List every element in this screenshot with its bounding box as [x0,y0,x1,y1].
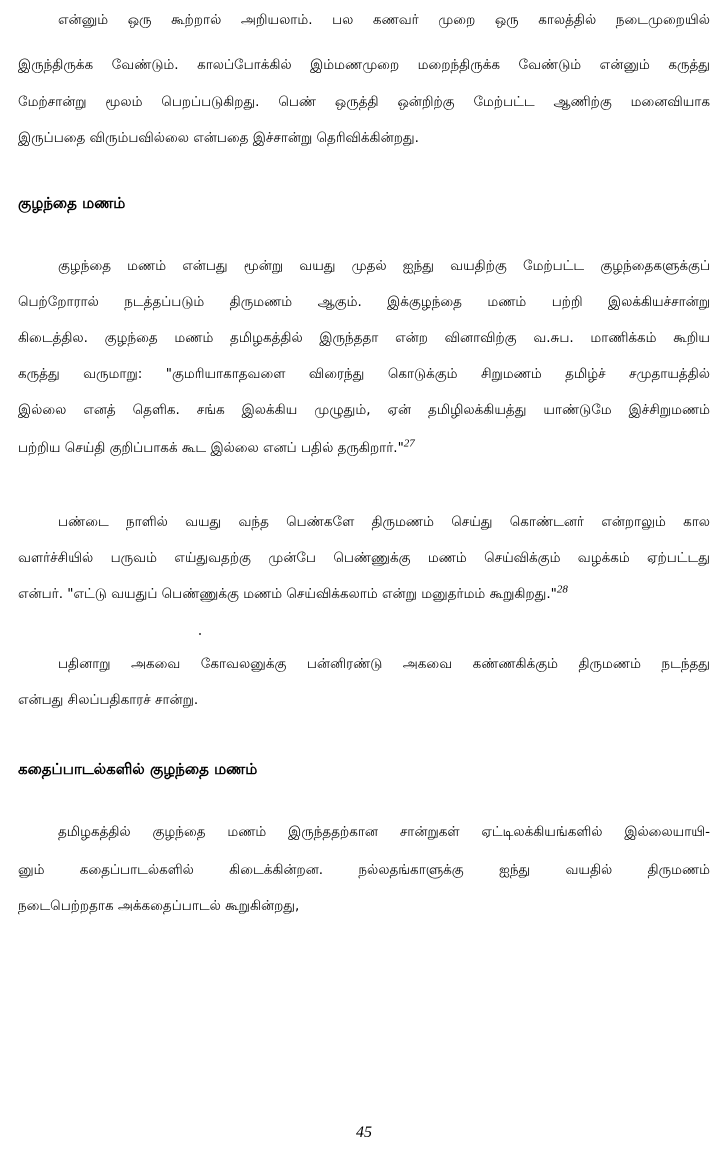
footnote-marker: 28 [556,584,568,596]
paragraph-line [18,438,710,458]
paragraph-line: தமிழகத்தில் குழந்தை மணம் இருந்ததற்கான சான்றுகள் ஏட்டிலக்கியங்களில் இல்லையாயி- [58,824,710,840]
paragraph-line: மேற்சான்று மூலம் பெறப்படுகிறது. பெண் ஒருத்தி ஒன்றிற்கு மேற்பட்ட ஆணிற்கு மனைவியாக [18,94,710,110]
paragraph-line: பதினாறு அகவை கோவலனுக்கு பன்னிரண்டு அகவை கண்ணகிக்கும் திருமணம் நடந்தது [58,656,710,672]
paragraph-line: இருப்பதை விரும்பவில்லை என்பதை இச்சான்று தெரிவிக்கின்றது. [18,130,419,146]
paragraph-line: இல்லை எனத் தெளிக. சங்க இலக்கிய முழுதும், ஏன் தமிழிலக்கியத்து யாண்டுமே இச்சிறுமணம் [18,402,710,418]
paragraph-line: இருந்திருக்க வேண்டும். காலப்போக்கில் இம்மணமுறை மறைந்திருக்க வேண்டும் என்னும் கருத்து [18,57,710,73]
paragraph-text: என்பர். "எட்டு வயதுப் பெண்ணுக்கு மணம் செய்விக்கலாம் என்று மனுதர்மம் கூறுகிறது." [18,586,557,602]
paragraph-line [18,584,710,604]
paragraph-line: என்னும் ஒரு கூற்றால் அறியலாம். பல கணவர் முறை ஒரு காலத்தில் நடைமுறையில் [58,12,710,28]
paragraph-line: குழந்தை மணம் என்பது மூன்று வயது முதல் ஐந்து வயதிற்கு மேற்பட்ட குழந்தைகளுக்குப் [58,258,710,274]
paragraph-line: பண்டை நாளில் வயது வந்த பெண்களே திருமணம் செய்து கொண்டனர் என்றாலும் கால [58,514,710,530]
paragraph-line: னும் கதைப்பாடல்களில் கிடைக்கின்றன. நல்லதங்காளுக்கு ஐந்து வயதில் திருமணம் [18,862,710,878]
paragraph-text: பற்றிய செய்தி குறிப்பாகக் கூட இல்லை எனப் பதில் தருகிறார்." [18,440,404,456]
section-heading: குழந்தை மணம் [18,194,126,212]
paragraph-line: பெற்றோரால் நடத்தப்படும் திருமணம் ஆகும். இக்குழந்தை மணம் பற்றி இலக்கியச்சான்று [18,294,710,310]
footnote-marker: 27 [403,438,415,450]
scan-speck [199,633,201,635]
paragraph-line: வளர்ச்சியில் பருவம் எய்துவதற்கு முன்பே பெண்ணுக்கு மணம் செய்விக்கும் வழக்கம் ஏற்பட்டது [18,550,710,566]
paragraph-line: கருத்து வருமாறு: "குமரியாகாதவளை விரைந்து கொடுக்கும் சிறுமணம் தமிழ்ச் சமுதாயத்தில் [18,366,710,382]
section-heading: கதைப்பாடல்களில் குழந்தை மணம் [18,760,258,778]
paragraph-line: நடைபெற்றதாக அக்கதைப்பாடல் கூறுகின்றது, [18,898,300,914]
page-number: 45 [356,1124,372,1141]
paragraph-line: என்பது சிலப்பதிகாரச் சான்று. [18,692,199,708]
paragraph-line: கிடைத்தில. குழந்தை மணம் தமிழகத்தில் இருந்ததா என்ற வினாவிற்கு வ.சுப. மாணிக்கம் கூறிய [18,330,710,346]
